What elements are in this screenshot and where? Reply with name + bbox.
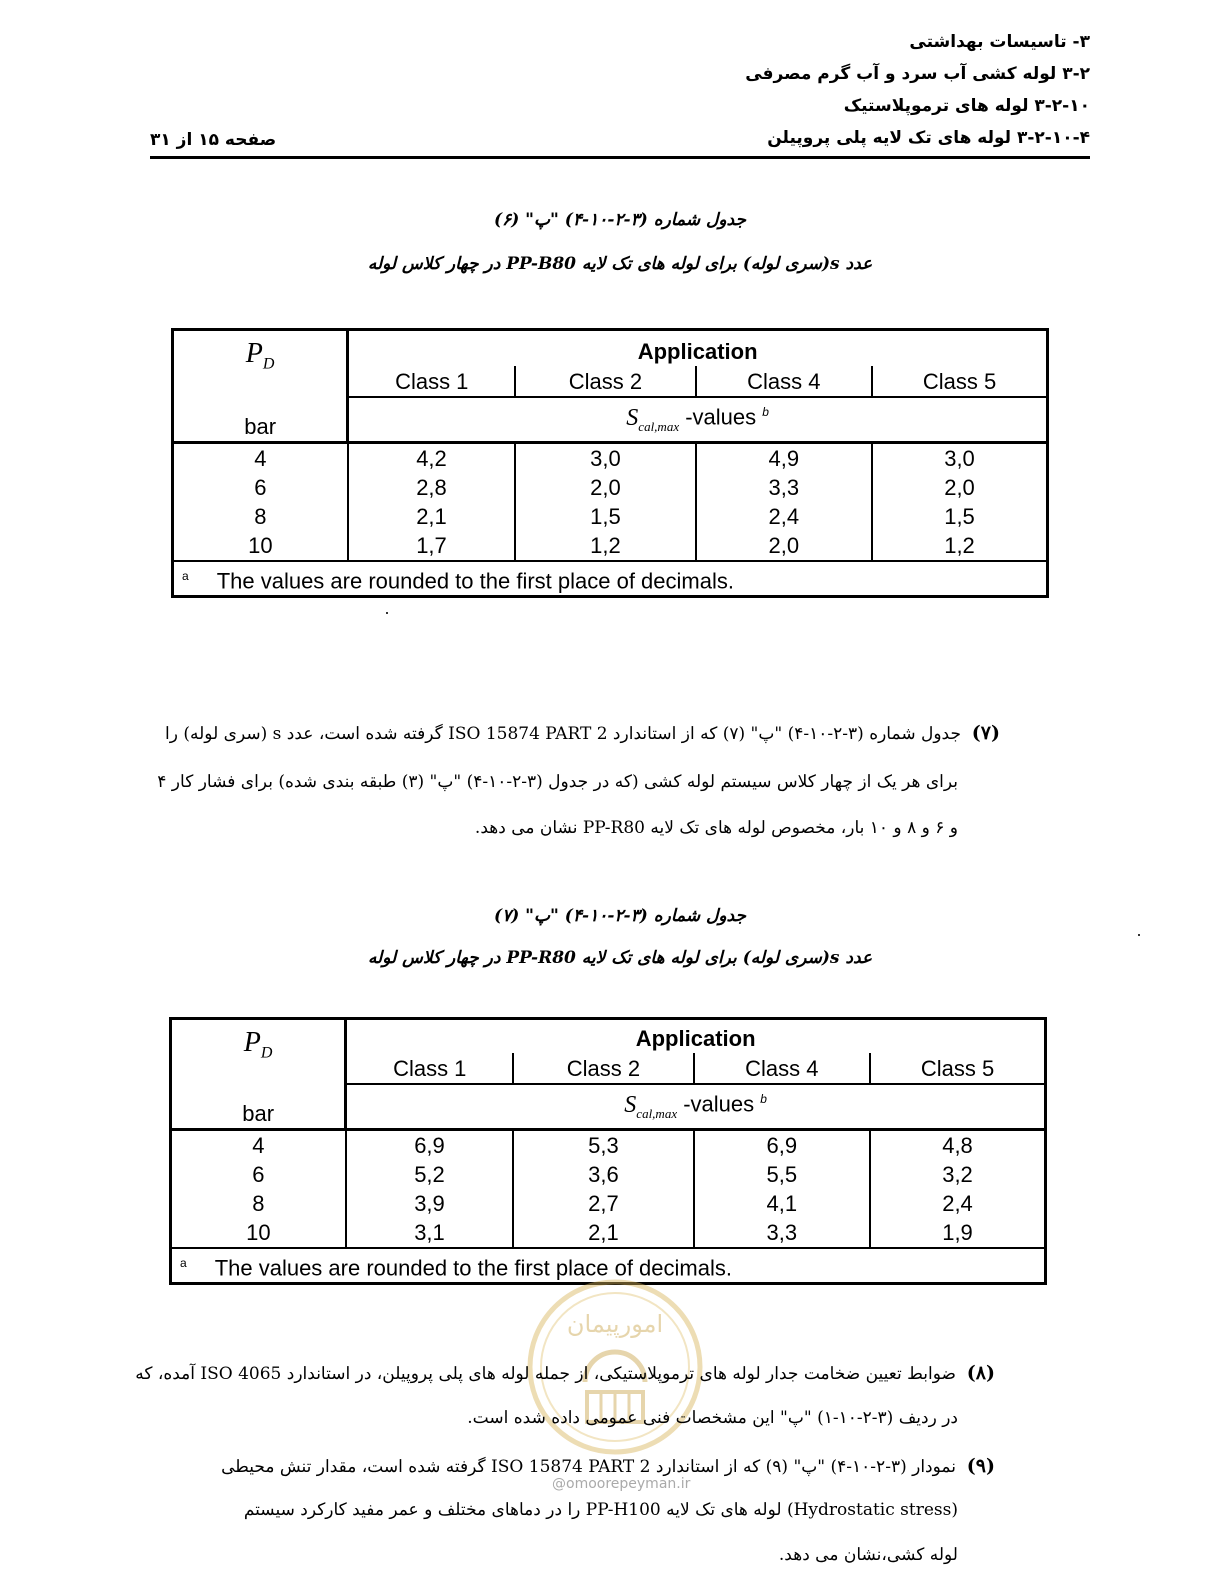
paragraph-7-line1: (۷) جدول شماره (۳-۲-۱۰-۴) "پ" (۷) که از استاندارد ISO 15874 PART 2 گرفته شده است، عدد s (سری لوله) را	[165, 722, 1000, 744]
value-cell: 2,1	[416, 504, 447, 529]
pd-header	[171, 1019, 346, 1130]
value-cell: 3,3	[768, 475, 800, 500]
class1-column	[346, 1130, 513, 1249]
table1-footnote: $^a$ The values are rounded to the first place of decimals.	[182, 568, 734, 594]
value-cell: 5,3	[588, 1133, 619, 1158]
pd-symbol: $P_D$	[245, 338, 275, 373]
pressure-cell: 4	[254, 446, 267, 471]
class4-column	[696, 443, 872, 562]
value-cell: 2,4	[942, 1191, 973, 1216]
class-header: Class 5	[920, 1055, 995, 1081]
s-values-header: $S_{cal,max}$ -values $^b$	[624, 1091, 767, 1121]
value-cell: 2,0	[944, 475, 975, 500]
application-header: Application	[637, 339, 758, 365]
table2	[169, 1017, 1047, 1285]
value-cell: 4,8	[942, 1133, 973, 1158]
value-cell: 3,9	[414, 1191, 445, 1216]
class-header: Class 5	[922, 368, 997, 394]
header-subsection: ۳-۲-۱۰ لوله های ترموپلاستیک	[843, 96, 1090, 116]
page-header	[150, 28, 1090, 156]
pressure-cell: 6	[254, 475, 267, 500]
value-cell: 3,0	[944, 446, 975, 471]
class2-column	[513, 1130, 693, 1249]
value-cell: 2,7	[588, 1191, 619, 1216]
class2-column	[515, 443, 695, 562]
header-chapter: ۳- تاسیسات بهداشتی	[909, 32, 1090, 52]
table2-footnote: $^a$ The values are rounded to the first place of decimals.	[180, 1255, 732, 1281]
class4-column	[694, 1130, 870, 1249]
watermark-url: @omoorepeyman.ir	[552, 1476, 691, 1492]
class-header: Class 2	[513, 1053, 693, 1084]
pressure-column	[173, 443, 348, 562]
watermark-text: امورپیمان	[566, 1310, 664, 1338]
value-cell: 3,1	[414, 1220, 445, 1245]
pd-symbol: $P_D$	[243, 1027, 273, 1062]
paragraph-9-line2: (Hydrostatic stress) لوله های تک لایه PP-H100 را در دماهای مختلف و عمر مفید کارکرد سیستم	[243, 1500, 958, 1520]
value-cell: 2,0	[768, 533, 800, 558]
class-header: Class 4	[694, 1053, 870, 1084]
page-number: صفحه ۱۵ از ۳۱	[150, 130, 277, 150]
value-cell: 3,0	[590, 446, 621, 471]
table2-caption-subtitle: عدد s(سری لوله) برای لوله های تک لایه PP-R80 در چهار کلاس لوله	[367, 948, 873, 968]
class-header: Class 4	[696, 366, 872, 397]
value-cell: 1,2	[944, 533, 975, 558]
value-cell: 2,0	[590, 475, 621, 500]
value-cell: 6,9	[414, 1133, 445, 1158]
table1-caption-title: جدول شماره (۳-۲-۱۰-۴) "پ" (۶)	[494, 210, 746, 230]
scan-speck	[386, 612, 388, 614]
pd-unit: bar	[244, 414, 277, 439]
value-cell: 3,2	[942, 1162, 973, 1187]
class1-column	[348, 443, 515, 562]
paragraph-8-line2: در ردیف (۳-۲-۱۰-۱) "پ" این مشخصات فنی عمومی داده شده است.	[467, 1408, 958, 1428]
header-rule	[150, 156, 1090, 159]
pd-unit: bar	[242, 1101, 275, 1126]
paragraph-7-line2: برای هر یک از چهار کلاس سیستم لوله کشی (که در جدول (۳-۲-۱۰-۴) "پ" (۳) طبقه بندی شده) برای فشار کار ۴	[157, 772, 958, 792]
value-cell: 2,4	[768, 504, 800, 529]
paragraph-8-line1: (۸) ضوابط تعیین ضخامت جدار لوله های ترموپلاستیکی، از جمله لوله های پلی پروپیلن، در استاندارد ISO 4065 آمده، که	[135, 1362, 995, 1384]
pressure-cell: 6	[252, 1162, 265, 1187]
value-cell: 2,1	[588, 1220, 619, 1245]
class-header: Class 1	[348, 366, 515, 397]
s-values-header: $S_{cal,max}$ -values $^b$	[626, 404, 769, 434]
value-cell: 6,9	[766, 1133, 798, 1158]
pressure-cell: 8	[252, 1191, 265, 1216]
pd-header	[173, 330, 348, 443]
paragraph-9-line3: لوله کشی،نشان می دهد.	[778, 1545, 958, 1565]
pressure-cell: 8	[254, 504, 267, 529]
class-header: Class 1	[346, 1053, 513, 1084]
value-cell: 4,9	[768, 446, 800, 471]
pressure-cell: 10	[246, 1220, 271, 1245]
paragraph-7-line3: و ۶ و ۸ و ۱۰ بار، مخصوص لوله های تک لایه PP-R80 نشان می دهد.	[474, 818, 958, 838]
table2-caption-title: جدول شماره (۳-۲-۱۰-۴) "پ" (۷)	[494, 906, 746, 926]
table1-caption-subtitle: عدد s(سری لوله) برای لوله های تک لایه PP-B80 در چهار کلاس لوله	[367, 254, 873, 274]
value-cell: 1,2	[590, 533, 621, 558]
table1	[171, 328, 1049, 598]
paragraph-9-line1: (۹) نمودار (۳-۲-۱۰-۴) "پ" (۹) که از استاندارد ISO 15874 PART 2 گرفته شده است، مقدار تنش محیطی	[221, 1455, 995, 1477]
pressure-column	[171, 1130, 346, 1249]
scan-speck	[1138, 934, 1140, 936]
header-topic: ۳-۲-۱۰-۴ لوله های تک لایه پلی پروپیلن	[767, 128, 1090, 148]
value-cell: 3,3	[766, 1220, 798, 1245]
value-cell: 1,5	[590, 504, 621, 529]
value-cell: 2,8	[416, 475, 447, 500]
value-cell: 5,5	[766, 1162, 798, 1187]
pressure-cell: 4	[252, 1133, 265, 1158]
header-section: ۳-۲ لوله کشی آب سرد و آب گرم مصرفی	[745, 64, 1090, 84]
class5-column	[872, 443, 1047, 562]
class-header: Class 2	[515, 366, 695, 397]
application-header: Application	[635, 1026, 756, 1052]
class5-column	[870, 1130, 1045, 1249]
pressure-cell: 10	[248, 533, 273, 558]
value-cell: 1,5	[944, 504, 975, 529]
value-cell: 1,9	[942, 1220, 973, 1245]
value-cell: 1,7	[416, 533, 447, 558]
value-cell: 5,2	[414, 1162, 445, 1187]
value-cell: 3,6	[588, 1162, 619, 1187]
value-cell: 4,2	[416, 446, 447, 471]
value-cell: 4,1	[766, 1191, 798, 1216]
